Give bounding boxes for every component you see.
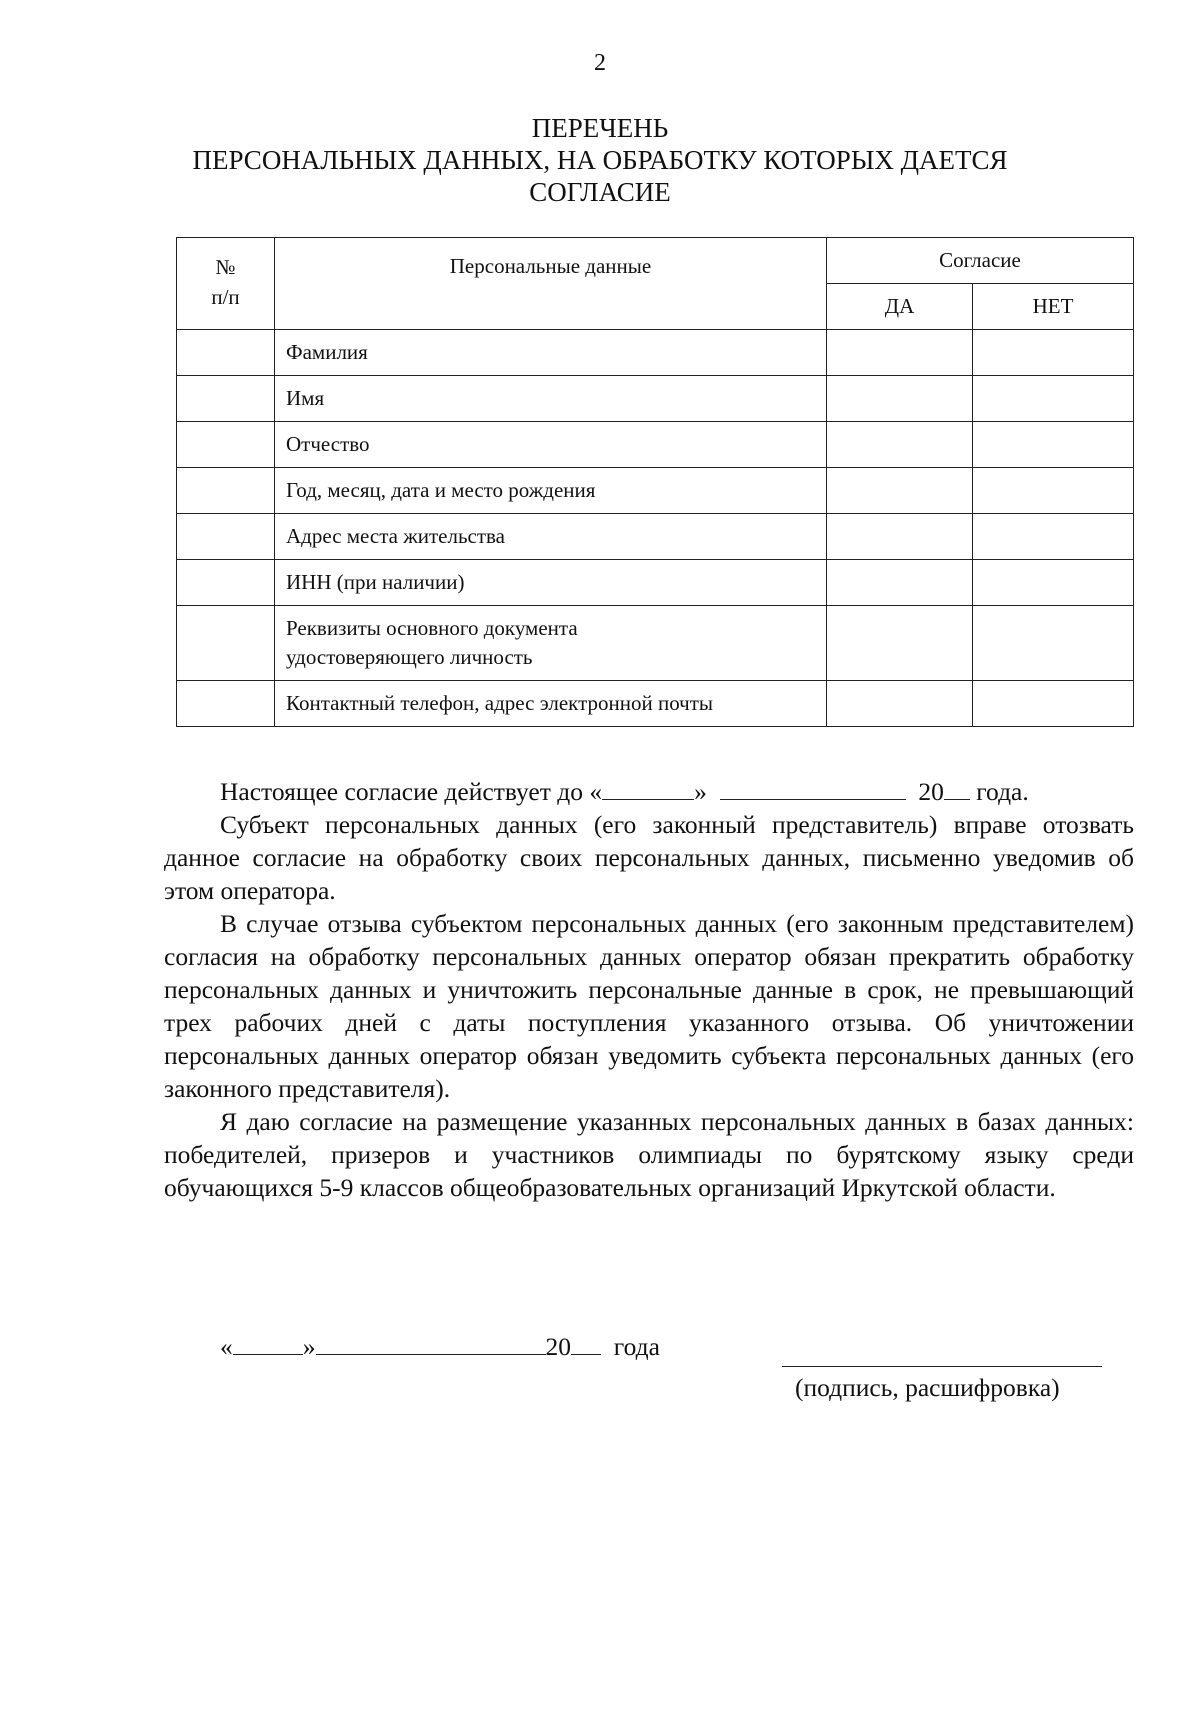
title-line-3: СОГЛАСИЕ (529, 177, 671, 207)
sign-year-prefix: 20 (545, 1332, 571, 1361)
page-number: 2 (594, 50, 606, 76)
row-label-line1: Реквизиты основного документа (286, 616, 578, 640)
valid-until-prefix: Настоящее согласие действует до « (220, 777, 603, 806)
row-label-line2: удостоверяющего личность (286, 645, 533, 669)
table-row (177, 606, 1134, 681)
row-label: Адрес места жительства (275, 514, 827, 560)
title-line-1: ПЕРЕЧЕНЬ (531, 113, 669, 143)
sign-month-blank[interactable] (316, 1330, 546, 1355)
consent-body (164, 775, 1134, 1204)
month-blank[interactable] (720, 775, 906, 800)
valid-until-suffix: года. (976, 777, 1029, 806)
valid-until-paragraph (164, 775, 1134, 808)
no-cell[interactable] (973, 681, 1134, 727)
sign-day-blank[interactable] (233, 1330, 303, 1355)
row-number-cell (177, 468, 275, 514)
year-blank[interactable] (944, 775, 970, 800)
no-cell[interactable] (973, 330, 1134, 376)
yes-cell[interactable] (827, 560, 973, 606)
database-consent-paragraph: Я даю согласие на размещение указанных персональных данных в базах данных: победителей, призеров и участников олимпиады по бурятскому языку среди обучающихся 5-9 классов общеобразовательных организаций Иркутской области. (164, 1107, 1134, 1202)
yes-cell[interactable] (827, 681, 973, 727)
row-number-cell (177, 422, 275, 468)
title-line-2: ПЕРСОНАЛЬНЫХ ДАННЫХ, НА ОБРАБОТКУ КОТОРЫХ ДАЕТСЯ (192, 145, 1008, 175)
table-row (177, 422, 1134, 468)
table-row (177, 330, 1134, 376)
table-row (177, 560, 1134, 606)
signature-line[interactable] (782, 1366, 1102, 1367)
withdrawal-paragraph: Субъект персональных данных (его законный представитель) вправе отозвать данное согласие на обработку своих персональных данных, письменно уведомив об этом оператора. (164, 810, 1134, 905)
header-no: НЕТ (973, 284, 1134, 330)
close-quote: » (302, 1332, 316, 1361)
header-number-line1: № (215, 255, 236, 279)
open-quote: « (220, 1332, 233, 1361)
yes-cell[interactable] (827, 376, 973, 422)
day-blank[interactable] (602, 775, 694, 800)
header-number-line2: п/п (211, 285, 240, 309)
sign-year-blank[interactable] (571, 1330, 601, 1355)
no-cell[interactable] (973, 560, 1134, 606)
table-row (177, 514, 1134, 560)
no-cell[interactable] (973, 376, 1134, 422)
no-cell[interactable] (973, 422, 1134, 468)
row-number-cell (177, 376, 275, 422)
personal-data-table (176, 237, 1134, 727)
signature-date (220, 1330, 660, 1362)
row-label (275, 606, 827, 681)
sign-year-suffix: года (613, 1332, 660, 1361)
table-row (177, 376, 1134, 422)
row-number-cell (177, 560, 275, 606)
yes-cell[interactable] (827, 330, 973, 376)
row-number-cell (177, 681, 275, 727)
header-personal-data: Персональные данные (275, 238, 827, 330)
valid-until-year: 20 (918, 777, 944, 806)
no-cell[interactable] (973, 468, 1134, 514)
yes-cell[interactable] (827, 468, 973, 514)
table-row (177, 468, 1134, 514)
row-number-cell (177, 330, 275, 376)
row-label: ИНН (при наличии) (275, 560, 827, 606)
document-title (0, 112, 1200, 208)
yes-cell[interactable] (827, 514, 973, 560)
header-number (177, 238, 275, 330)
row-label: Фамилия (275, 330, 827, 376)
header-consent: Согласие (827, 238, 1134, 284)
operator-obligation-paragraph: В случае отзыва субъектом персональных данных (его законным представителем) согласия на обработку персональных данных оператор обязан прекратить обработку персональных данных и уничтожить персональные данные в срок, не превышающий трех рабочих дней с даты поступления указанного отзыва. Об уничтожении персональных данных оператор обязан уведомить субъекта персональных данных (его законного представителя). (164, 909, 1134, 1103)
table-row (177, 681, 1134, 727)
header-yes: ДА (827, 284, 973, 330)
row-label: Контактный телефон, адрес электронной почты (275, 681, 827, 727)
row-number-cell (177, 606, 275, 681)
yes-cell[interactable] (827, 422, 973, 468)
no-cell[interactable] (973, 606, 1134, 681)
row-number-cell (177, 514, 275, 560)
valid-until-mid: » (694, 777, 707, 806)
row-label: Имя (275, 376, 827, 422)
no-cell[interactable] (973, 514, 1134, 560)
row-label: Отчество (275, 422, 827, 468)
row-label: Год, месяц, дата и место рождения (275, 468, 827, 514)
yes-cell[interactable] (827, 606, 973, 681)
signature-caption: (подпись, расшифровка) (795, 1373, 1060, 1402)
